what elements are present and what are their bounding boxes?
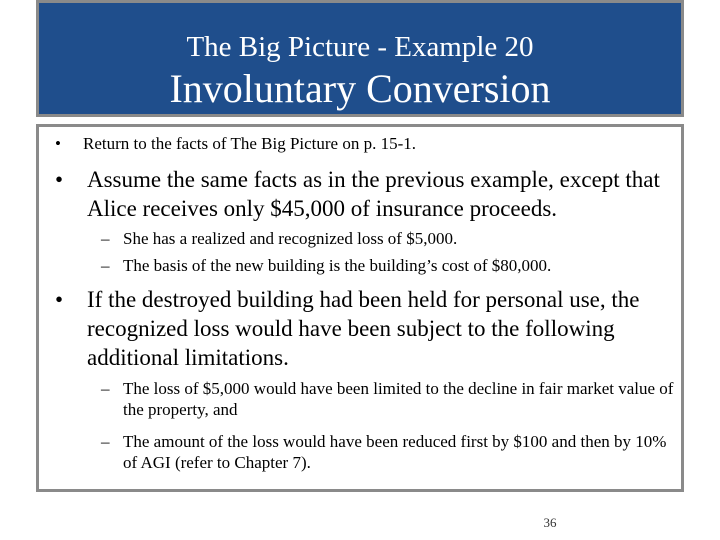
dash-marker: –: [101, 432, 110, 451]
bullet-text: Return to the facts of The Big Picture on p. 15-1.: [83, 134, 417, 153]
slide-title: Involuntary Conversion: [169, 66, 551, 111]
bullet-marker: •: [55, 287, 64, 312]
bullet-text: Assume the same facts as in the previous example, except that Alice receives only $45,000 of insurance proceeds.: [87, 167, 660, 221]
dash-marker: –: [101, 379, 110, 398]
subbullet-text: She has a realized and recognized loss of $5,000.: [123, 229, 458, 248]
subbullet-text: The amount of the loss would have been reduced first by $100 and then by 10% of AGI (refer to Chapter 7).: [123, 432, 667, 472]
subbullet-fmv-limit: [101, 378, 681, 420]
dash-marker: –: [101, 229, 110, 248]
title-banner: [36, 0, 684, 117]
subbullet-text: The basis of the new building is the building’s cost of $80,000.: [123, 256, 552, 275]
bullet-marker: •: [55, 134, 61, 153]
bullet-personal-use: [55, 285, 685, 372]
bullet-assume-same-facts: [55, 165, 685, 223]
dash-marker: –: [101, 256, 110, 275]
content-box: [36, 124, 684, 492]
subbullet-agi-reduction: [101, 431, 681, 473]
subbullet-realized-loss: [101, 228, 681, 249]
page-number: 36: [543, 515, 557, 530]
subbullet-text: The loss of $5,000 would have been limited to the decline in fair market value of the property, and: [123, 379, 674, 419]
bullet-text: If the destroyed building had been held for personal use, the recognized loss would have been subject to the following additional limitations.: [87, 287, 640, 370]
bullet-marker: •: [55, 167, 64, 192]
subbullet-new-building-basis: [101, 255, 681, 276]
bullet-return-to-facts: [55, 133, 675, 154]
slide-subtitle: The Big Picture - Example 20: [186, 31, 534, 63]
